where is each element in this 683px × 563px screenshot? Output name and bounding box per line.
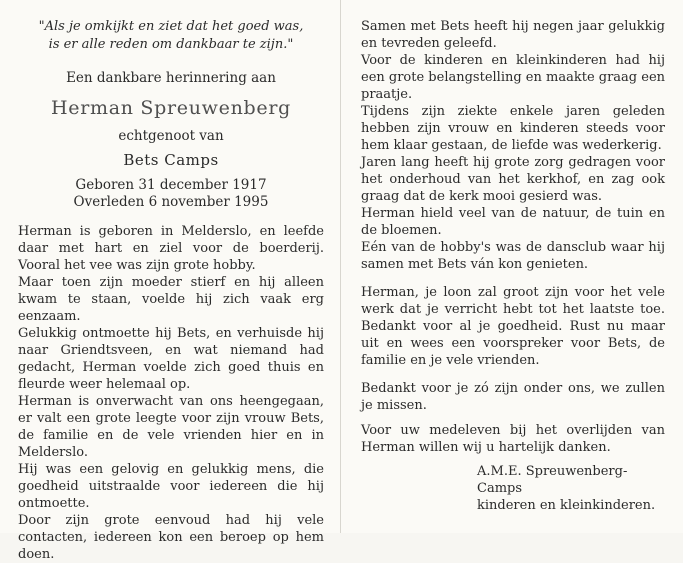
- signature-block: [477, 463, 667, 514]
- quote-line-2: is er alle reden om dankbaar te zijn.": [48, 37, 294, 52]
- biography-paragraph: Herman hield veel van de natuur, de tuin en de bloemen.: [361, 206, 665, 238]
- biography-paragraph: Herman is geboren in Melderslo, en leefde daar met hart en ziel voor de boerderij. Vooral het vee was zijn grote hobby.: [18, 224, 324, 273]
- life-dates: [18, 177, 324, 211]
- right-panel: [361, 18, 665, 414]
- right-biography: [361, 18, 665, 414]
- card-fold-line: [340, 0, 341, 533]
- biography-paragraph: Maar toen zijn moeder stierf en hij alleen kwam te staan, voelde hij zich vaak erg eenzaam.: [18, 275, 324, 324]
- intro-text: Een dankbare herinnering aan: [66, 70, 276, 86]
- left-biography: [18, 223, 324, 563]
- quote-line-1: "Als je omkijkt en ziet dat het goed was,: [38, 19, 304, 34]
- biography-paragraph: Door zijn grote eenvoud had hij vele contacten, iedereen kon een beroep op hem doen.: [18, 513, 324, 562]
- thanks-paragraph: Bedankt voor je zó zijn onder ons, we zullen je missen.: [361, 381, 665, 413]
- birth-date: Geboren 31 december 1917: [75, 177, 267, 193]
- left-panel: [18, 18, 324, 563]
- biography-paragraph: Tijdens zijn ziekte enkele jaren geleden hebben zijn vrouw en kinderen steeds voor hem klaar gestaan, de liefde was wederkerig.: [361, 104, 665, 153]
- biography-paragraph: Gelukkig ontmoette hij Bets, en verhuisde hij naar Griendtsveen, en wat niemand had gedacht, Herman voelde zich goed thuis en fleurde weer helemaal op.: [18, 326, 324, 392]
- paragraph-spacer: [361, 369, 665, 380]
- biography-paragraph: Eén van de hobby's was de dansclub waar hij samen met Bets ván kon genieten.: [361, 240, 665, 272]
- paragraph-spacer: [361, 273, 665, 284]
- signature-family: kinderen en kleinkinderen.: [477, 498, 656, 513]
- biography-paragraph: Samen met Bets heeft hij negen jaar gelukkig en tevreden geleefd.: [361, 19, 665, 51]
- biography-paragraph: Hij was een gelovig en gelukkig mens, die goedheid uitstraalde voor iedereen die hij ontmoette.: [18, 462, 324, 511]
- spouse-name: Bets Camps: [123, 151, 219, 169]
- closing-message: Voor uw medeleven bij het overlijden van Herman willen wij u hartelijk danken.: [361, 423, 665, 455]
- deceased-name: Herman Spreuwenberg: [51, 97, 291, 119]
- death-date: Overleden 6 november 1995: [73, 194, 269, 210]
- biography-paragraph: Jaren lang heeft hij grote zorg gedragen voor het onderhoud van het kerkhof, en zag ook graag dat de kerk mooi gesierd was.: [361, 155, 665, 204]
- spouse-label: echtgenoot van: [118, 128, 224, 144]
- farewell-paragraph: Herman, je loon zal groot zijn voor het vele werk dat je verricht hebt tot het laatste toe. Bedankt voor al je goedheid. Rust nu maar uit en wees een voorspreker voor Bets, de familie en je vele vrienden.: [361, 285, 665, 368]
- memorial-quote: [18, 18, 324, 54]
- biography-paragraph: Voor de kinderen en kleinkinderen had hij een grote belangstelling en maakte graag een praatje.: [361, 53, 666, 102]
- signature-name: A.M.E. Spreuwenberg-Camps: [477, 464, 628, 496]
- biography-paragraph: Herman is onverwacht van ons heengegaan, er valt een grote leegte voor zijn vrouw Bets, de familie en de vele vrienden hier en in Melderslo.: [18, 394, 324, 460]
